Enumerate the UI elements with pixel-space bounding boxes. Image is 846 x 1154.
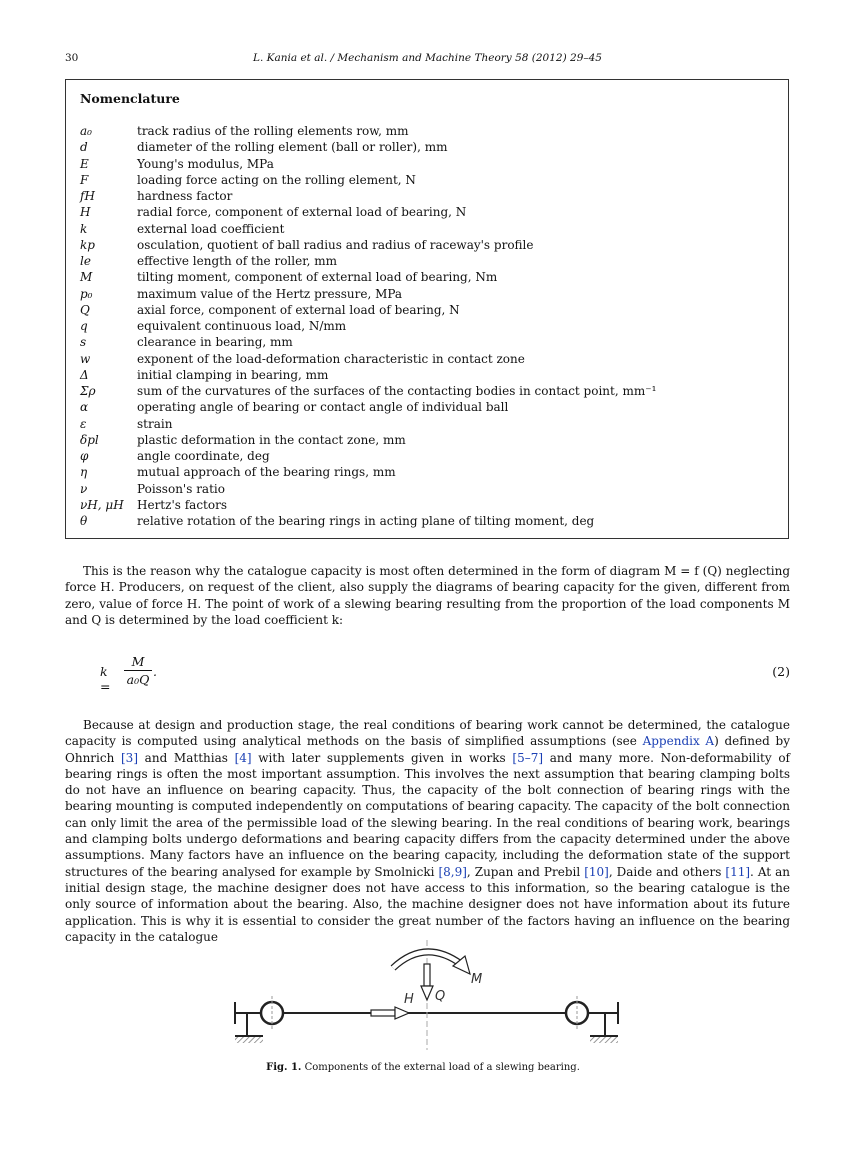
nomenclature-row [80, 139, 780, 155]
nomenclature-definition: radial force, component of external load of bearing, N [137, 205, 467, 220]
nomenclature-list [80, 123, 780, 529]
nomenclature-symbol: η [80, 465, 88, 480]
caption-label: Fig. 1. [266, 1062, 302, 1073]
figure-caption [0, 1062, 846, 1073]
running-header [65, 52, 790, 68]
nomenclature-symbol: q [80, 319, 88, 333]
equation-number: (2) [772, 664, 790, 679]
nomenclature-symbol: kp [80, 237, 95, 252]
label-q: Q [435, 989, 446, 1004]
nomenclature-row [80, 286, 780, 302]
appendix-link[interactable]: Appendix A [642, 734, 715, 749]
nomenclature-definition: tilting moment, component of external load of bearing, Nm [137, 270, 498, 285]
nomenclature-row [80, 399, 780, 415]
page-number: 30 [65, 52, 79, 64]
nomenclature-row [80, 464, 780, 480]
nomenclature-definition: axial force, component of external load of bearing, N [137, 302, 460, 317]
nomenclature-symbol: fH [80, 189, 95, 203]
nomenclature-definition: osculation, quotient of ball radius and radius of raceway's profile [137, 237, 534, 252]
nomenclature-symbol: p₀ [80, 286, 93, 301]
nomenclature-symbol: s [80, 335, 87, 350]
nomenclature-definition: sum of the curvatures of the surfaces of the contacting bodies in contact point, mm⁻¹ [137, 384, 657, 398]
nomenclature-row [80, 513, 780, 529]
nomenclature-definition: Poisson's ratio [137, 481, 225, 496]
nomenclature-symbol: E [80, 156, 89, 171]
ref-5-7-link[interactable]: [5–7] [512, 750, 544, 765]
nomenclature-row [80, 367, 780, 383]
nomenclature-symbol: Σρ [80, 384, 96, 398]
moment-m-arrow [393, 952, 470, 974]
nomenclature-definition: equivalent continuous load, N/mm [137, 319, 347, 333]
nomenclature-symbol: F [80, 172, 89, 187]
ref-10-link[interactable]: [10] [584, 864, 609, 879]
nomenclature-symbol: φ [80, 449, 89, 463]
nomenclature-row [80, 383, 780, 399]
bearing-load-diagram [225, 936, 625, 1054]
nomenclature-row [80, 253, 780, 269]
paragraph-text: This is the reason why the catalogue capacity is most often determined in the form of diagram M = f (Q) neglecting force H. Producers, on request of the client, also supply the diagrams of bearing capacity for the given, different from zero, value of force H. The point of work of a slewing bearing resulting from the proportion of the load components M and Q is determined by the load coefficient k: [65, 564, 790, 627]
nomenclature-symbol: ε [80, 416, 87, 431]
nomenclature-definition: maximum value of the Hertz pressure, MPa [137, 286, 403, 301]
nomenclature-symbol: νH, μH [80, 497, 124, 512]
nomenclature-row [80, 123, 780, 139]
nomenclature-box [65, 79, 789, 539]
nomenclature-row [80, 269, 780, 285]
nomenclature-symbol: k [80, 221, 88, 236]
right-support [566, 996, 618, 1043]
nomenclature-definition: track radius of the rolling elements row, mm [137, 124, 409, 138]
nomenclature-definition: initial clamping in bearing, mm [137, 367, 329, 382]
nomenclature-definition: effective length of the roller, mm [137, 254, 338, 268]
nomenclature-row [80, 416, 780, 432]
nomenclature-row [80, 302, 780, 318]
ref-4-link[interactable]: [4] [234, 750, 252, 765]
equation-numerator: M [124, 654, 152, 671]
nomenclature-row [80, 188, 780, 204]
nomenclature-title: Nomenclature [80, 91, 180, 106]
nomenclature-definition: operating angle of bearing or contact angle of individual ball [137, 400, 509, 415]
nomenclature-symbol: le [80, 254, 91, 268]
nomenclature-definition: hardness factor [137, 189, 233, 203]
text-run: , Daide and others [608, 864, 726, 879]
equation-denominator: a₀Q [126, 672, 150, 687]
nomenclature-definition: external load coefficient [137, 221, 285, 236]
caption-text: Components of the external load of a slewing bearing. [301, 1062, 580, 1073]
nomenclature-definition: diameter of the rolling element (ball or roller), mm [137, 140, 448, 155]
left-support [235, 996, 283, 1043]
nomenclature-definition: clearance in bearing, mm [137, 335, 293, 350]
nomenclature-row [80, 448, 780, 464]
figure-1 [225, 936, 625, 1054]
nomenclature-row [80, 318, 780, 334]
nomenclature-definition: loading force acting on the rolling element, N [137, 172, 416, 187]
nomenclature-definition: plastic deformation in the contact zone, mm [137, 432, 406, 447]
text-run: and Matthias [138, 750, 235, 765]
nomenclature-definition: Young's modulus, MPa [137, 156, 274, 171]
text-run: with later supplements given in works [251, 750, 513, 765]
nomenclature-row [80, 334, 780, 350]
nomenclature-symbol: M [80, 270, 93, 285]
label-h: H [404, 992, 414, 1007]
equation-trail: . [153, 664, 157, 679]
nomenclature-symbol: θ [80, 514, 88, 528]
nomenclature-row [80, 497, 780, 513]
text-run: . At an initial design stage, the machine designer does not have access to this information, so the bearing catalogue is the only source of information about the bearing. Also, the machine designer does not have information about its future application. This is why it is essential to consider the great number of the factors having an influence on the bearing capacity in the catalogue [65, 864, 791, 944]
nomenclature-row [80, 156, 780, 172]
force-q-arrow [421, 964, 433, 1000]
nomenclature-definition: angle coordinate, deg [137, 449, 270, 463]
ref-3-link[interactable]: [3] [121, 750, 138, 765]
text-run: , Zupan and Prebil [466, 864, 585, 879]
nomenclature-symbol: α [80, 400, 89, 415]
ref-11-link[interactable]: [11] [725, 864, 751, 879]
nomenclature-symbol: δpl [80, 432, 99, 447]
nomenclature-symbol: Q [80, 302, 90, 317]
nomenclature-definition: Hertz's factors [137, 497, 227, 512]
nomenclature-symbol: d [80, 140, 88, 155]
nomenclature-symbol: a₀ [80, 124, 92, 138]
force-h-arrow [371, 1007, 409, 1019]
nomenclature-symbol: Δ [80, 367, 89, 382]
nomenclature-row [80, 481, 780, 497]
running-title: L. Kania et al. / Mechanism and Machine Theory 58 (2012) 29–45 [252, 52, 602, 64]
nomenclature-symbol: ν [80, 481, 88, 496]
nomenclature-row [80, 432, 780, 448]
nomenclature-definition: relative rotation of the bearing rings in acting plane of tilting moment, deg [137, 514, 595, 528]
equation-lhs: k = [100, 664, 111, 694]
nomenclature-definition: exponent of the load-deformation characteristic in contact zone [137, 351, 525, 366]
nomenclature-row [80, 221, 780, 237]
paragraph-design-stage [65, 717, 790, 945]
equation-fraction [124, 654, 152, 687]
text-run: ) defined by Ohnrich [65, 734, 790, 765]
text-run: and many more. Non-deformability of bearing rings is often the most important assumption. This involves the next assumption that bearing clamping bolts do not have an influence on bearing capacity. Thus, the capacity of the bolt connection of bearing rings with the bearing mounting is computed independently on computations of bearing capacity. The capacity of the bolt connection can only limit the area of the permissible load of the slewing bearing. In the real conditions of bearing work, bearings and clamping bolts undergo deformations and bearing capacity differs from the capacity determined under the above assumptions. Many factors have an influence on the bearing capacity, including the deformation state of the support structures of the bearing analysed for example by Smolnicki [65, 750, 791, 879]
nomenclature-definition: strain [137, 416, 173, 431]
nomenclature-symbol: w [80, 351, 91, 366]
nomenclature-row [80, 204, 780, 220]
nomenclature-definition: mutual approach of the bearing rings, mm [137, 465, 396, 480]
nomenclature-row [80, 172, 780, 188]
paragraph-load-coefficient [65, 563, 790, 628]
label-m: M [471, 972, 483, 987]
nomenclature-row [80, 237, 780, 253]
ref-8-9-link[interactable]: [8,9] [438, 864, 467, 879]
text-run: Because at design and production stage, the real conditions of bearing work cannot be determined, the catalogue capacity is computed using analytical methods on the basis of simplified assumptions (see [65, 718, 790, 749]
nomenclature-symbol: H [80, 205, 91, 220]
nomenclature-row [80, 351, 780, 367]
